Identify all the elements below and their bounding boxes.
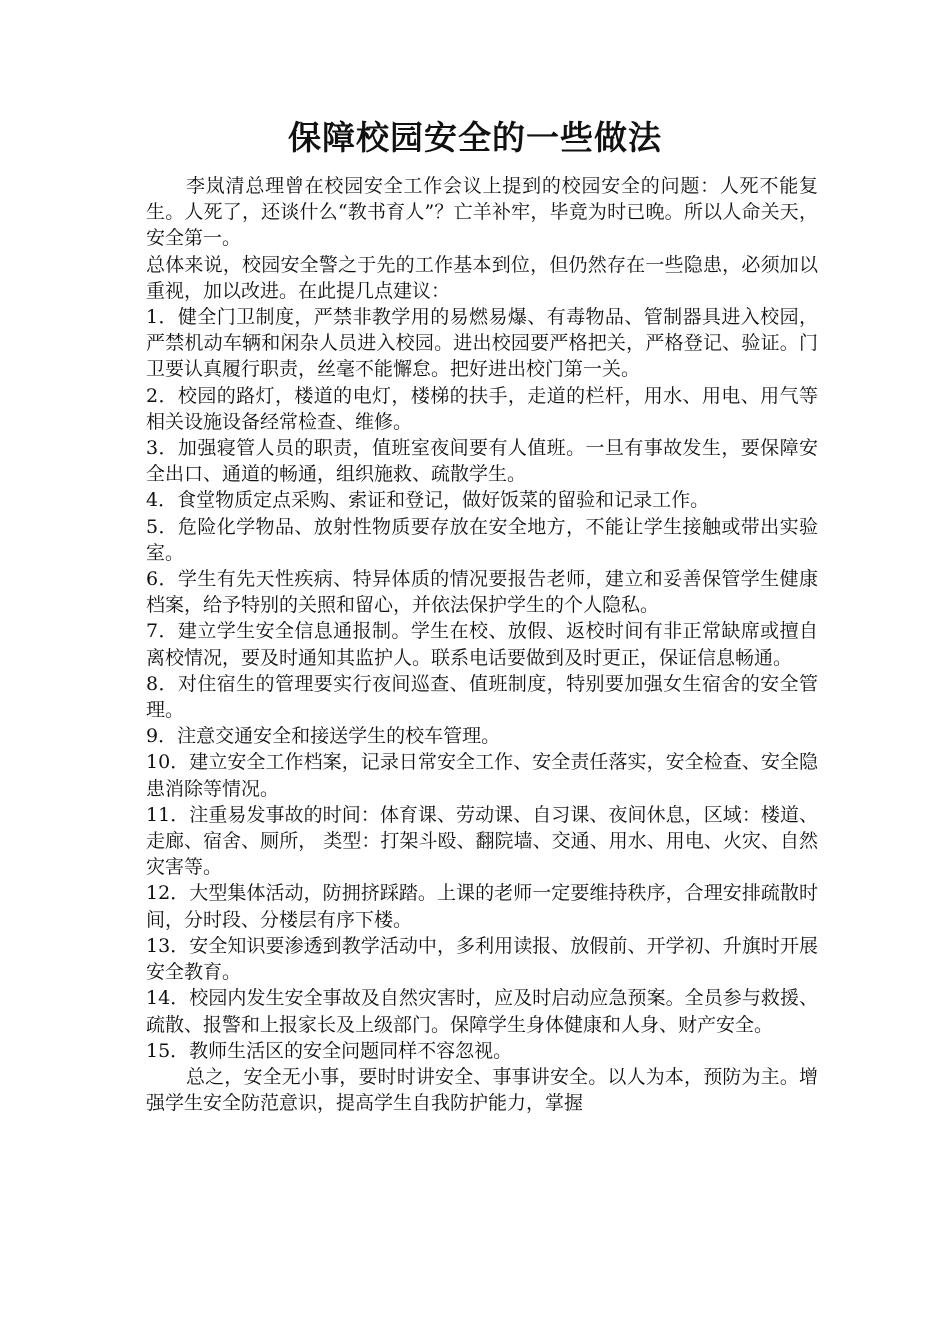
document-body [146,173,818,1116]
body-paragraph: 总体来说，校园安全警之于先的工作基本到位，但仍然存在一些隐患，必须加以重视，加以改进。在此提几点建议： [146,253,818,302]
document-title: 保障校园安全的一些做法 [288,118,662,157]
body-paragraph: 1．健全门卫制度，严禁非教学用的易燃易爆、有毒物品、管制器具进入校园，严禁机动车辆和闲杂人员进入校园。进出校园要严格把关，严格登记、验证。门卫要认真履行职责，丝毫不能懈怠。把好进出校门第一关。 [146,306,818,381]
body-paragraph: 3．加强寝管人员的职责，值班室夜间要有人值班。一旦有事故发生，要保障安全出口、通道的畅通，组织施救、疏散学生。 [146,437,818,486]
body-paragraph: 13．安全知识要渗透到教学活动中，多利用读报、放假前、开学初、升旗时开展安全教育。 [146,934,818,984]
body-paragraph: 7．建立学生安全信息通报制。学生在校、放假、返校时间有非正常缺席或擅自离校情况，要及时通知其监护人。联系电话要做到及时更正，保证信息畅通。 [146,620,818,669]
body-paragraph: 9．注意交通安全和接送学生的校车管理。 [146,725,501,748]
body-paragraph: 4．食堂物质定点采购、索证和登记，做好饭菜的留验和记录工作。 [146,489,710,512]
body-paragraph: 11．注重易发事故的时间：体育课、劳动课、自习课、夜间休息，区域：楼道、走廊、宿舍、厕所， 类型：打架斗殴、翻院墙、交通、用水、用电、火灾、自然灾害等。 [146,803,818,879]
body-paragraph: 15．教师生活区的安全问题同样不容忽视。 [146,1039,513,1062]
body-paragraph: 6．学生有先天性疾病、特异体质的情况要报告老师，建立和妥善保管学生健康档案，给予特别的关照和留心，并依法保护学生的个人隐私。 [146,568,818,617]
body-paragraph: 8．对住宿生的管理要实行夜间巡查、值班制度，特别要加强女生宿舍的安全管理。 [146,672,818,722]
body-paragraph: 10．建立安全工作档案，记录日常安全工作、安全责任落实，安全检查、安全隐患消除等情况。 [146,751,818,800]
body-paragraph: 总之，安全无小事，要时时讲安全、事事讲安全。以人为本，预防为主。增强学生安全防范意识，提高学生自我防护能力，掌握 [146,1065,818,1115]
body-paragraph: 5．危险化学物品、放射性物质要存放在安全地方，不能让学生接触或带出实验室。 [146,515,818,564]
body-paragraph: 李岚清总理曾在校园安全工作会议上提到的校园安全的问题：人死不能复生。人死了，还谈什么“教书育人”？亡羊补牢，毕竟为时已晚。所以人命关天，安全第一。 [146,175,818,250]
body-paragraph: 12．大型集体活动，防拥挤踩踏。上课的老师一定要维持秩序，合理安排疏散时间，分时段、分楼层有序下楼。 [146,882,818,931]
body-paragraph: 2．校园的路灯，楼道的电灯，楼梯的扶手，走道的栏杆，用水、用电、用气等相关设施设备经常检查、维修。 [146,384,818,433]
body-paragraph: 14．校园内发生安全事故及自然灾害时，应及时启动应急预案。全员参与救援、疏散、报警和上报家长及上级部门。保障学生身体健康和人身、财产安全。 [146,987,818,1036]
